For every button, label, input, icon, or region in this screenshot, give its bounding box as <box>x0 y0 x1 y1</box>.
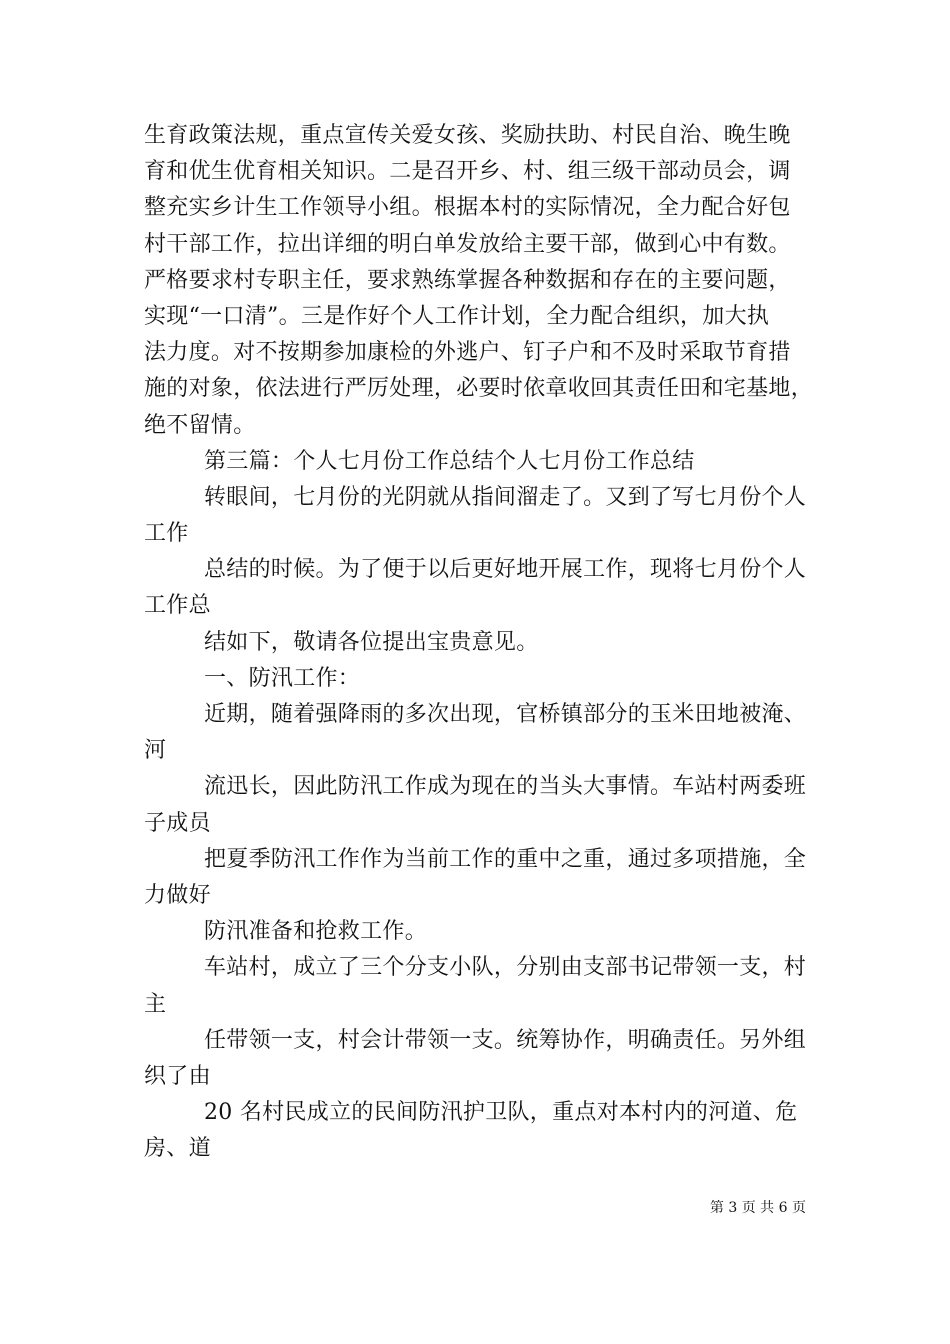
page-footer: 第 3 页 共 6 页 <box>709 1200 806 1216</box>
text-line: 法力度。对不按期参加康检的外逃户、钉子户和不及时采取节育措 <box>144 340 791 366</box>
text-line: 工作 <box>144 521 189 547</box>
text-line: 生育政策法规，重点宣传关爱女孩、奖励扶助、村民自治、晚生晚 <box>144 123 791 148</box>
text-line: 转眼间，七月份的光阴就从指间溜走了。又到了写七月份个人 <box>204 484 807 510</box>
text-line: 工作总 <box>144 593 211 619</box>
text-line: 村干部工作，拉出详细的明白单发放给主要干部，做到心中有数。 <box>144 231 791 257</box>
text-line: 绝不留情。 <box>144 412 256 438</box>
text-line: 流迅长，因此防汛工作成为现在的当头大事情。车站村两委班 <box>204 774 807 800</box>
text-line: 施的对象，依法进行严厉处理，必要时依章收回其责任田和宅基地， <box>144 376 814 402</box>
text-line: 育和优生优育相关知识。二是召开乡、村、组三级干部动员会，调 <box>144 159 791 185</box>
text-line: 20 名村民成立的民间防汛护卫队，重点对本村内的河道、危 <box>204 1100 798 1126</box>
text-line: 把夏季防汛工作作为当前工作的重中之重，通过多项措施，全 <box>204 846 807 872</box>
text-line: 整充实乡计生工作领导小组。根据本村的实际情况，全力配合好包 <box>144 195 791 221</box>
text-line: 织了由 <box>144 1063 211 1089</box>
text-line: 严格要求村专职主任，要求熟练掌握各种数据和存在的主要问题， <box>144 267 791 293</box>
document-body <box>144 118 824 1167</box>
text-line: 河 <box>144 738 167 764</box>
text-line: 主 <box>144 991 167 1017</box>
text-line: 一、防汛工作： <box>204 665 361 691</box>
text-line: 任带领一支，村会计带领一支。统筹协作，明确责任。另外组 <box>204 1027 807 1053</box>
text-line: 防汛准备和抢救工作。 <box>204 919 428 945</box>
text-line: 车站村，成立了三个分支小队，分别由支部书记带领一支，村 <box>204 955 807 981</box>
text-line: 结如下，敬请各位提出宝贵意见。 <box>204 629 539 655</box>
text-line: 实现“一口清”。三是作好个人工作计划，全力配合组织，加大执 <box>144 303 770 329</box>
text-line: 近期，随着强降雨的多次出现，官桥镇部分的玉米田地被淹、 <box>204 702 807 727</box>
text-line: 子成员 <box>144 810 211 836</box>
text-line: 总结的时候。为了便于以后更好地开展工作，现将七月份个人 <box>204 557 807 583</box>
text-line: 力做好 <box>144 882 211 908</box>
text-line: 房、道 <box>144 1136 211 1162</box>
text-line: 第三篇：个人七月份工作总结个人七月份工作总结 <box>204 448 695 474</box>
